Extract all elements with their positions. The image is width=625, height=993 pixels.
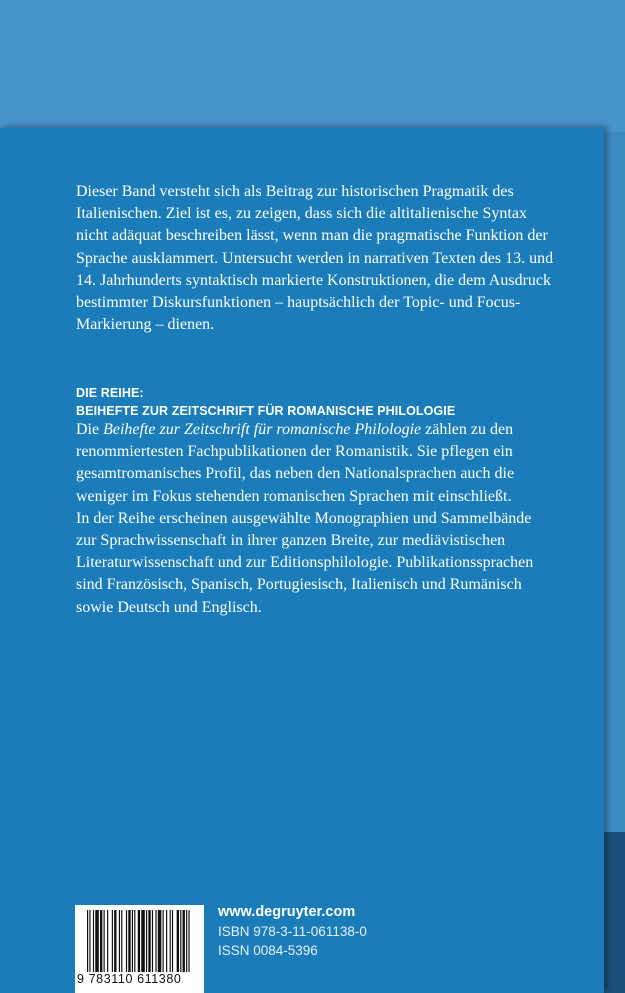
barcode-bar [158, 910, 162, 972]
barcode-bar [177, 910, 179, 972]
barcode-bar [114, 910, 116, 972]
series-line: sowie Deutsch und Englisch. [76, 598, 262, 616]
blurb-line: Dieser Band versteht sich als Beitrag zur historischen Pragmatik des [76, 183, 514, 200]
barcode-bar [87, 910, 88, 972]
barcode-bar [93, 910, 94, 972]
barcode-bar [186, 910, 187, 972]
blurb-line: 14. Jahrhunderts syntaktisch markierte Konstruktionen, die dem Ausdruck [76, 271, 552, 289]
barcode-bar [166, 910, 167, 972]
barcode-bar [126, 910, 127, 972]
series-line: In der Reihe erscheinen ausgewählte Monographien und Sammelbände [76, 509, 532, 527]
barcode-bar [132, 910, 133, 972]
publisher-info [218, 902, 367, 960]
barcode-bar [146, 910, 147, 972]
barcode-bar [141, 910, 145, 972]
barcode-bar [112, 910, 113, 972]
barcode-digits: 9 783110 611380 [77, 972, 182, 986]
barcode-bar [163, 910, 164, 972]
barcode-bar [188, 910, 189, 972]
series-heading-label: DIE REIHE: [76, 386, 144, 400]
barcode-bar [148, 910, 150, 972]
series-first-line-end: zählen zu den [421, 421, 514, 438]
barcode-bar [134, 910, 135, 972]
barcode-bar [128, 910, 130, 972]
series-heading [76, 384, 455, 420]
barcode-bars-icon [87, 910, 192, 972]
spine-edge-strip [604, 132, 625, 832]
barcode-bar [95, 910, 99, 972]
blurb-line: nicht adäquat beschreiben lässt, wenn man die pragmatische Funktion der [76, 227, 548, 245]
barcode-bar [172, 910, 173, 972]
series-first-line-start: Die [76, 421, 104, 438]
barcode-bar [170, 910, 171, 972]
barcode-bar [138, 910, 140, 972]
series-heading-title: BEIHEFTE ZUR ZEITSCHRIFT FÜR ROMANISCHE PHILOLOGIE [76, 404, 456, 418]
barcode [75, 905, 204, 993]
issn-number: ISSN 0084-5396 [218, 943, 318, 958]
top-background-band [0, 0, 625, 132]
barcode-bar [107, 910, 108, 972]
series-line: Literaturwissenschaft und zur Editionsphilologie. Publikationssprachen [76, 554, 534, 572]
series-line: zur Sprachwissenschaft in ihrer ganzen Breite, zur mediävistischen [76, 532, 506, 550]
barcode-bar [155, 910, 156, 972]
blurb-line: bestimmter Diskursfunktionen – hauptsächlich der Topic- und Focus- [76, 294, 521, 312]
blurb-line: Markierung – dienen. [76, 316, 215, 334]
barcode-bar [100, 910, 102, 972]
barcode-bar [104, 910, 105, 972]
series-line: renommiertesten Fachpublikationen der Romanistik. Sie pflegen ein [76, 443, 513, 461]
isbn-number: ISBN 978-3-11-061138-0 [218, 924, 367, 939]
barcode-bar [183, 910, 185, 972]
book-blurb [76, 181, 554, 336]
series-description [76, 419, 546, 619]
barcode-bar [180, 910, 181, 972]
series-line: weniger im Fokus stehenden romanischen Sprachen mit einschließt. [76, 487, 512, 505]
series-title-italic: Beihefte zur Zeitschrift für romanische Philologie [103, 421, 422, 438]
barcode-bar [121, 910, 122, 972]
spine-edge-dark-strip [604, 832, 625, 993]
series-line: gesamtromanisches Profil, das neben den Nationalsprachen auch die [76, 465, 515, 483]
series-line: sind Französisch, Spanisch, Portugiesisch, Italienisch und Rumänisch [76, 576, 522, 594]
barcode-bar [152, 910, 153, 972]
blurb-line: Sprache ausklammert. Untersucht werden in narrativen Texten des 13. und [76, 249, 554, 267]
series-first-line [76, 419, 546, 441]
blurb-line: Italienischen. Ziel ist es, zu zeigen, dass sich die altitalienische Syntax [76, 205, 527, 223]
barcode-bar [89, 910, 90, 972]
barcode-bar [119, 910, 120, 972]
publisher-url: www.degruyter.com [218, 904, 356, 920]
